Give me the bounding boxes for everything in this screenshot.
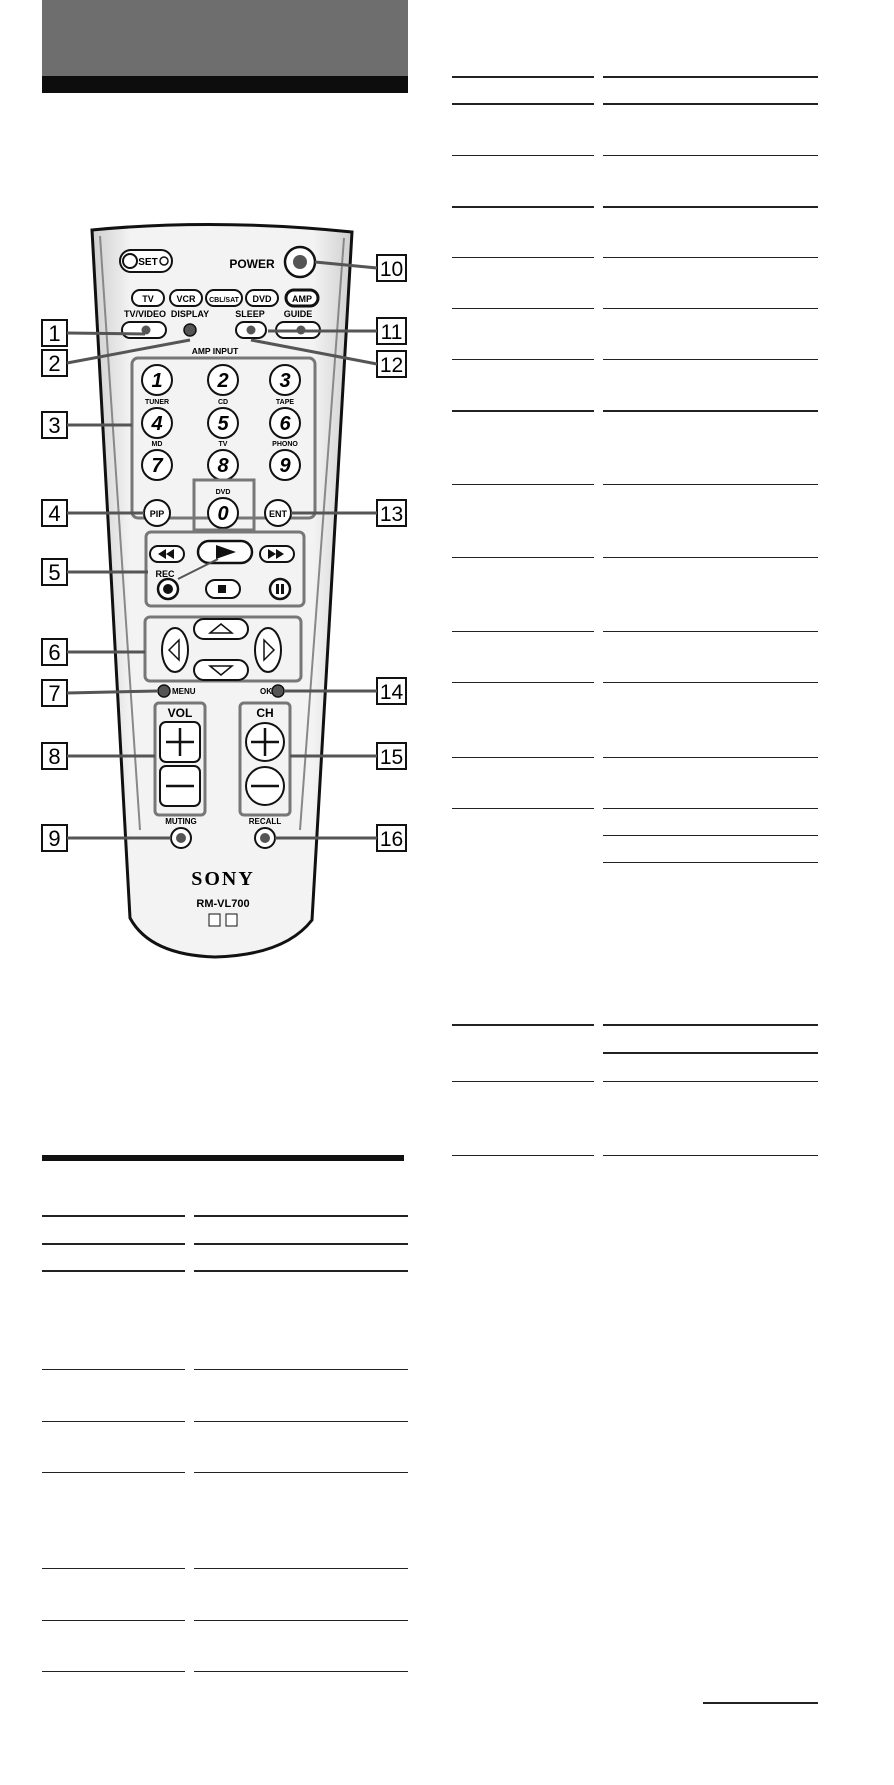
lang-icon-fr [226, 914, 237, 926]
table-rule [42, 1215, 185, 1217]
table-rule [452, 557, 594, 558]
rec-label: REC [155, 569, 175, 579]
table-rule [194, 1215, 408, 1217]
svg-text:PIP: PIP [149, 509, 165, 519]
table-rule [603, 76, 818, 78]
table-rule [452, 155, 594, 156]
section-divider [42, 1155, 404, 1161]
ok-label: OK [260, 687, 272, 696]
callout-number: 10 [379, 258, 404, 281]
source-button-label: AMP [292, 294, 312, 304]
source-button-label: VCR [176, 294, 196, 304]
tv-video-label: TV/VIDEO [123, 309, 167, 319]
callout-number: 13 [379, 503, 404, 526]
table-rule [194, 1369, 408, 1370]
table-rule [603, 359, 818, 360]
table-rule [42, 1568, 185, 1569]
up-button [194, 619, 248, 639]
table-rule [452, 631, 594, 632]
set-label: SET [138, 257, 158, 268]
table-rule [194, 1243, 408, 1245]
digit-label: 5 [217, 413, 229, 435]
table-rule [603, 308, 818, 309]
table-rule [452, 1081, 594, 1082]
table-rule [42, 1421, 185, 1422]
amp-input-label: AMP INPUT [191, 346, 239, 356]
table-rule [603, 808, 818, 809]
ok-button [272, 685, 284, 697]
table-rule [42, 1620, 185, 1621]
table-rule [452, 808, 594, 809]
table-rule [452, 257, 594, 258]
digit-caption: CD [217, 399, 229, 406]
source-button-label: CBL/SAT [209, 297, 239, 304]
digit-caption: TV [218, 441, 228, 448]
digit-label: 9 [279, 455, 291, 477]
callout-number: 1 [48, 321, 61, 346]
source-button-label: DVD [252, 294, 272, 304]
callout-number: 8 [48, 744, 61, 769]
table-rule [603, 557, 818, 558]
table-rule [452, 103, 594, 105]
table-rule [452, 359, 594, 360]
table-rule [42, 1671, 185, 1672]
digit-label: 8 [217, 455, 229, 477]
table-rule [42, 1270, 185, 1272]
callout-number: 15 [379, 746, 404, 769]
callout-number: 12 [379, 354, 404, 377]
table-rule [452, 308, 594, 309]
digit-label: 7 [151, 455, 163, 477]
callout-number: 6 [48, 640, 61, 665]
table-rule [603, 103, 818, 105]
callout-number: 7 [48, 681, 61, 706]
table-rule [42, 1369, 185, 1370]
display-button [184, 324, 196, 336]
table-rule [194, 1620, 408, 1621]
right-button [255, 628, 281, 672]
table-rule [42, 1472, 185, 1473]
digit-caption: TUNER [144, 399, 170, 406]
digit-caption: TAPE [275, 399, 295, 406]
table-rule [42, 1243, 185, 1245]
table-rule [452, 1155, 594, 1156]
table-rule [194, 1270, 408, 1272]
table-rule [603, 1024, 818, 1026]
source-button-label: TV [142, 294, 154, 304]
table-rule [452, 410, 594, 412]
callout-number: 9 [48, 826, 61, 851]
table-rule [703, 1702, 818, 1704]
table-rule [603, 862, 818, 863]
callout-number: 3 [48, 413, 61, 438]
table-rule [603, 682, 818, 683]
menu-label: MENU [172, 687, 196, 696]
digit-caption: PHONO [272, 441, 298, 448]
callout-number: 5 [48, 560, 61, 585]
sleep-label: SLEEP [235, 309, 265, 319]
digit-label: 1 [151, 370, 163, 392]
digit-label: 4 [151, 413, 163, 435]
table-rule [452, 484, 594, 485]
down-button [194, 660, 248, 680]
table-rule [194, 1472, 408, 1473]
digit-label: 6 [279, 413, 291, 435]
svg-text:ENT: ENT [269, 509, 287, 519]
brand-logo: SONY [191, 868, 255, 890]
table-rule [603, 1081, 818, 1082]
callout-number: 11 [380, 321, 403, 344]
callout-number: 14 [379, 681, 404, 704]
table-rule [452, 757, 594, 758]
left-button [162, 628, 188, 672]
table-rule [603, 757, 818, 758]
table-rule [194, 1671, 408, 1672]
digit-label: 0 [217, 503, 229, 525]
muting-label: MUTING [165, 817, 197, 826]
table-rule [452, 206, 594, 208]
digit-label: 3 [279, 370, 291, 392]
digit-caption: MD [151, 441, 163, 448]
table-rule [603, 631, 818, 632]
ch-label: CH [256, 706, 274, 720]
table-rule [452, 76, 594, 78]
lang-icon-en [209, 914, 220, 926]
source-buttons [132, 290, 318, 306]
table-rule [603, 410, 818, 412]
table-rule [603, 155, 818, 156]
table-rule [603, 484, 818, 485]
table-rule [194, 1568, 408, 1569]
table-rule [603, 1155, 818, 1156]
display-label: DISPLAY [170, 309, 210, 319]
table-rule [194, 1421, 408, 1422]
table-rule [452, 682, 594, 683]
table-rule [603, 1052, 818, 1054]
vol-label: VOL [167, 706, 193, 720]
power-label: POWER [229, 257, 275, 271]
model-number: RM-VL700 [196, 898, 250, 910]
pause-button [270, 579, 290, 599]
guide-label: GUIDE [283, 309, 313, 319]
digit-label: 2 [217, 370, 229, 392]
table-rule [603, 206, 818, 208]
digit-caption: DVD [215, 489, 231, 496]
table-rule [452, 1024, 594, 1026]
table-rule [603, 835, 818, 836]
callout-number: 16 [379, 828, 404, 851]
callout-number: 2 [48, 351, 61, 376]
callout-number: 4 [48, 501, 61, 526]
recall-label: RECALL [248, 817, 282, 826]
table-rule [603, 257, 818, 258]
menu-button [158, 685, 170, 697]
